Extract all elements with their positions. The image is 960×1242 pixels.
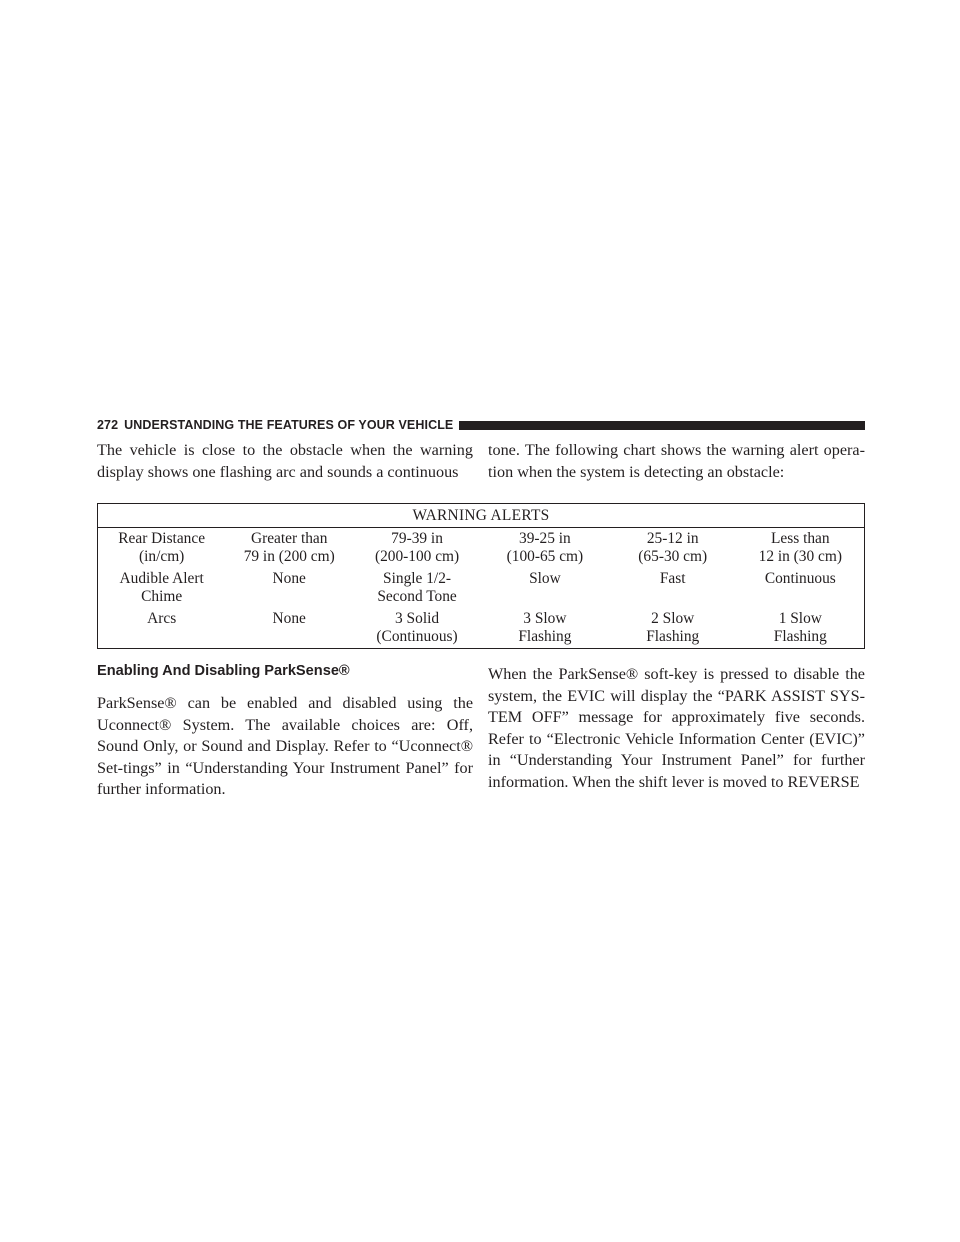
intro-paragraph-right: tone. The following chart shows the warning alert opera-tion when the system is detecting an obstacle:: [488, 441, 865, 481]
table-cell: 3 Solid (Continuous): [353, 608, 481, 649]
section-title: UNDERSTANDING THE FEATURES OF YOUR VEHICLE: [124, 418, 454, 432]
table-title-row: [98, 504, 865, 528]
section-heading: Enabling And Disabling ParkSense®: [97, 663, 350, 679]
table-cell: None: [272, 570, 306, 587]
table-cell: Greater than 79 in (200 cm): [243, 530, 335, 565]
intro-right-column: [488, 440, 865, 483]
table-title: WARNING ALERTS: [98, 504, 865, 528]
intro-left-column: [97, 440, 473, 483]
section-right-column: [488, 664, 865, 793]
table-cell: None: [225, 608, 353, 649]
section-paragraph-left: ParkSense® can be enabled and disabled using the Uconnect® System. The available choices are: Off, Sound Only, or Sound and Display. Refer to “Uconnect® Set-tings” in “Understanding Your Instrument Panel” for further information.: [97, 694, 473, 798]
section-paragraph-right: When the ParkSense® soft-key is pressed to disable the system, the EVIC will display the “PARK ASSIST SYS-TEM OFF” message for approximately five seconds. Refer to “Electronic Vehicle Information Center (EVIC)” in “Understanding Your Instrument Panel” for further information. When the shift lever is moved to REVERSE: [488, 665, 865, 791]
table-cell: 79-39 in (200-100 cm): [374, 530, 460, 565]
table-cell: 2 Slow Flashing: [609, 608, 737, 649]
table-cell: Single 1/2- Second Tone: [377, 570, 457, 605]
table-cell: Fast: [659, 570, 686, 587]
table-row: [98, 608, 865, 649]
header-rule: [459, 421, 865, 430]
table-cell: 1 Slow Flashing: [737, 608, 865, 649]
row-label: Arcs: [98, 608, 226, 649]
table-row: [98, 568, 865, 608]
table-row: [98, 528, 865, 569]
table-cell: Slow: [529, 570, 561, 587]
intro-paragraph-left: The vehicle is close to the obstacle when the warning display shows one flashing arc and sounds a continuous: [97, 441, 473, 481]
page-header: [97, 417, 865, 433]
table-cell: 3 Slow Flashing: [481, 608, 609, 649]
warning-alerts-table: [97, 503, 865, 649]
table-cell: 39-25 in (100-65 cm): [506, 530, 584, 565]
table-cell: Less than 12 in (30 cm): [737, 528, 865, 569]
section-left-column: [97, 693, 473, 801]
page-number: 272: [97, 418, 119, 432]
table-cell: 25-12 in (65-30 cm): [638, 530, 708, 565]
row-label: Rear Distance (in/cm): [98, 528, 226, 569]
row-label: Audible Alert Chime: [98, 568, 226, 608]
table-cell: Continuous: [737, 568, 865, 608]
